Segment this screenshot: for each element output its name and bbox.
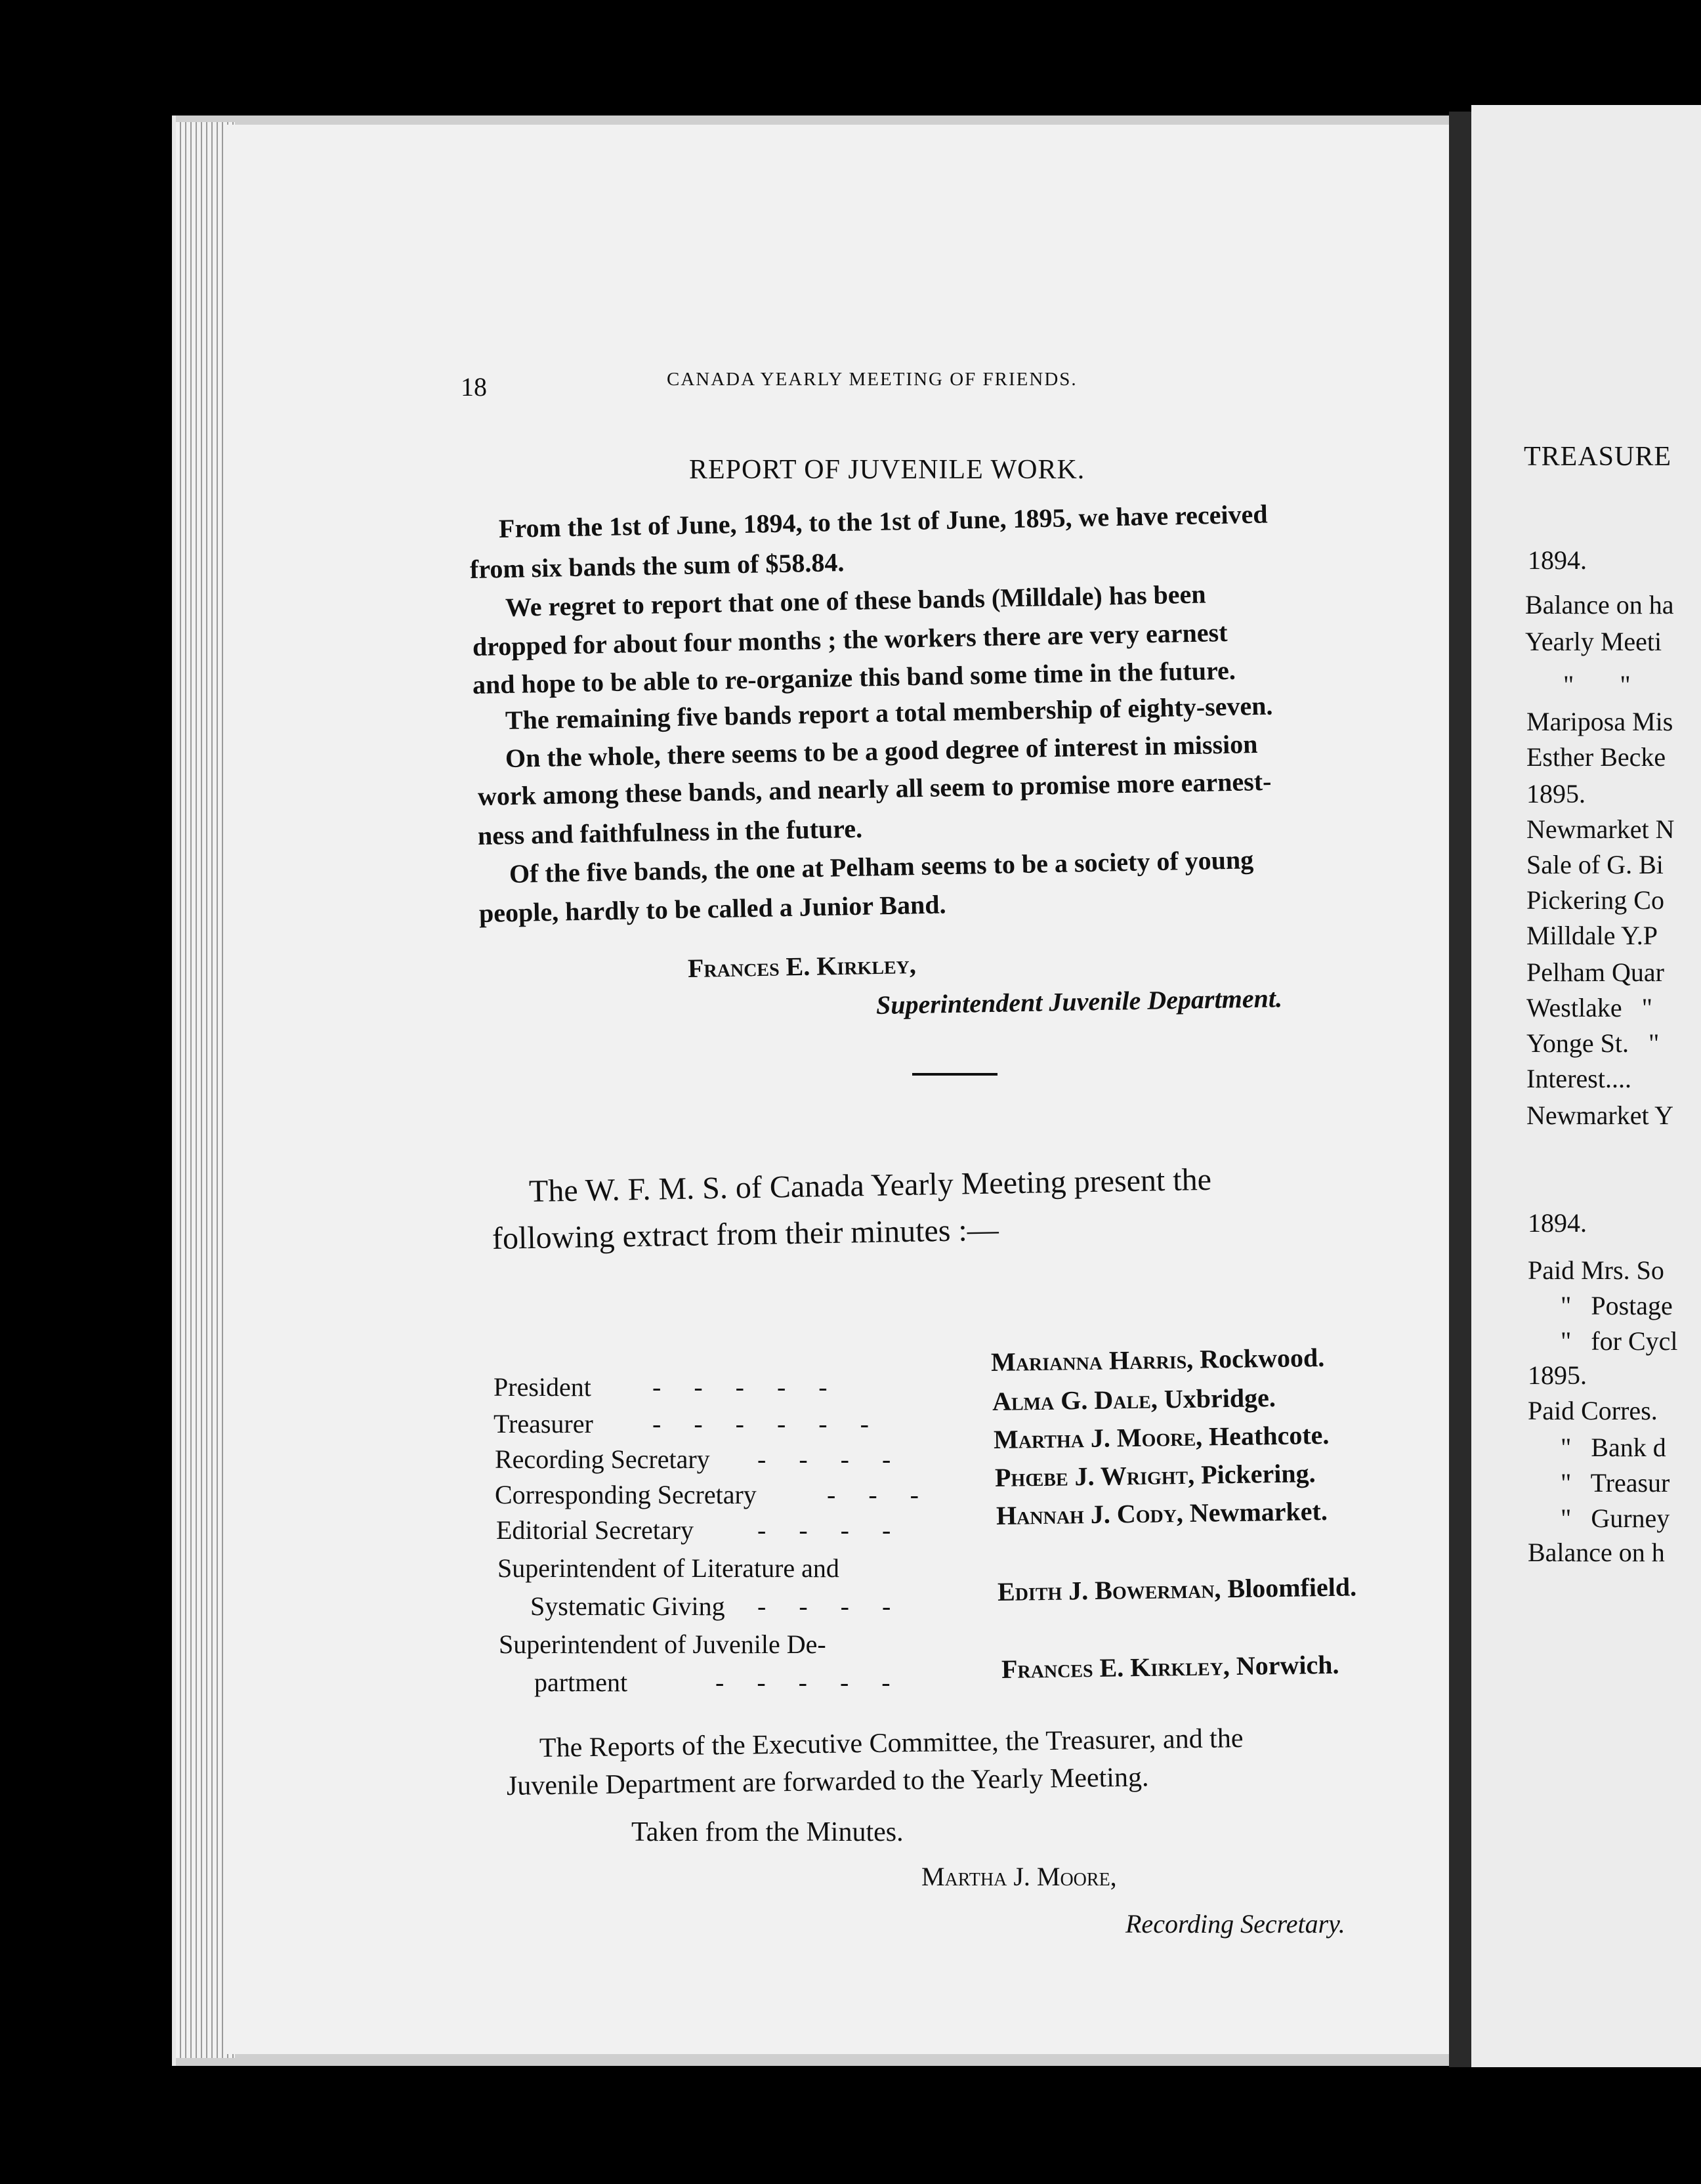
right-page-line: Pickering Co <box>1526 885 1664 915</box>
officer-place: , Bloomfield. <box>1214 1572 1357 1604</box>
right-page-line: Balance on h <box>1528 1538 1665 1567</box>
officer-person: Alma G. Dale <box>992 1384 1152 1416</box>
right-page-line: Paid Corres. <box>1528 1396 1658 1425</box>
right-page-line: 1894. <box>1528 545 1587 575</box>
section-divider <box>912 1073 998 1076</box>
report-title: REPORT OF JUVENILE WORK. <box>689 455 1085 485</box>
officer-place: , Heathcote. <box>1195 1419 1330 1452</box>
right-page-line: " Postage <box>1561 1291 1673 1320</box>
report-line: ness and faithfulness in the future. <box>477 813 863 850</box>
officer-name <box>995 1458 1316 1493</box>
right-page-line: Interest.... <box>1526 1064 1631 1093</box>
report-line: Of the five bands, the one at Pelham seems to be a society of young <box>509 845 1254 889</box>
book-gutter <box>1449 112 1471 2067</box>
officer-label: Corresponding Secretary <box>495 1480 757 1509</box>
right-page-line: " for Cycl <box>1561 1326 1678 1356</box>
closing-line: The Reports of the Executive Committee, the Treasurer, and the <box>539 1723 1244 1763</box>
right-page-line: Balance on ha <box>1525 590 1674 620</box>
officer-name <box>996 1496 1328 1531</box>
right-page-line: Esther Becke <box>1526 742 1666 772</box>
right-page-line: Pelham Quar <box>1526 957 1664 987</box>
report-line: work among these bands, and nearly all seem to promise more earnest- <box>477 766 1272 811</box>
officer-person: Marianna Harris <box>990 1344 1187 1377</box>
right-page-line: Newmarket N <box>1526 814 1675 844</box>
right-page <box>1471 105 1701 2067</box>
officer-leader: - - - - <box>757 1444 891 1474</box>
wfms-intro-line: The W. F. M. S. of Canada Yearly Meeting present the <box>528 1162 1212 1209</box>
right-page-line: Sale of G. Bi <box>1526 850 1664 879</box>
report-line: from six bands the sum of $58.84. <box>469 547 845 584</box>
right-page-line: Milldale Y.P <box>1526 921 1658 950</box>
officer-person: Phœbe J. Wright <box>994 1460 1188 1492</box>
officer-label: Treasurer <box>494 1409 593 1438</box>
right-page-line: " Treasur <box>1561 1468 1670 1498</box>
officer-place: , Pickering. <box>1187 1458 1316 1490</box>
report-line: The remaining five bands report a total membership of eighty-seven. <box>505 690 1273 735</box>
right-page-line: " Gurney <box>1561 1503 1670 1533</box>
officer-person: Hannah J. Cody <box>996 1498 1177 1530</box>
right-page-heading: TREASURE <box>1524 442 1672 472</box>
report-signature-name: Frances E. Kirkley, <box>687 949 917 983</box>
right-page-line: " " <box>1563 670 1631 700</box>
officer-leader: - - - - - <box>652 1372 828 1402</box>
right-page-line: Westlake " <box>1526 993 1652 1022</box>
report-line: We regret to report that one of these bands (Milldale) has been <box>505 579 1206 622</box>
officer-name <box>994 1419 1330 1455</box>
report-line: people, hardly to be called a Junior Band. <box>478 889 946 928</box>
officer-name <box>1001 1649 1339 1685</box>
minutes-signature-name: Martha J. Moore, <box>921 1862 1117 1891</box>
officer-leader: - - - <box>827 1480 919 1509</box>
officer-label: Editorial Secretary <box>496 1515 694 1545</box>
officer-label: President <box>494 1372 591 1402</box>
right-page-line: Paid Mrs. So <box>1528 1255 1664 1285</box>
officer-label: partment <box>534 1668 628 1697</box>
officer-name <box>998 1571 1357 1607</box>
report-line: and hope to be able to re-organize this band some time in the future. <box>472 655 1236 700</box>
closing-line: Juvenile Department are forwarded to the Yearly Meeting. <box>506 1762 1149 1801</box>
right-page-line: Newmarket Y <box>1526 1101 1673 1130</box>
left-page <box>223 125 1452 2054</box>
officer-name <box>991 1342 1325 1377</box>
officer-leader: - - - - <box>757 1515 891 1545</box>
running-title: CANADA YEARLY MEETING OF FRIENDS. <box>667 369 1078 390</box>
report-signature-title: Superintendent Juvenile Department. <box>875 983 1283 1020</box>
officer-label: Systematic Giving <box>530 1591 725 1621</box>
officer-place: , Rockwood. <box>1186 1342 1325 1374</box>
officer-leader: - - - - - - <box>652 1409 869 1438</box>
right-page-line: Mariposa Mis <box>1526 707 1673 736</box>
officer-leader: - - - - - <box>715 1668 891 1697</box>
report-line: dropped for about four months ; the workers there are very earnest <box>472 617 1228 662</box>
taken-from-minutes: Taken from the Minutes. <box>631 1817 904 1847</box>
wfms-intro-line: following extract from their minutes :— <box>492 1212 999 1256</box>
officer-place: , Newmarket. <box>1176 1496 1328 1528</box>
report-line: On the whole, there seems to be a good degree of interest in mission <box>505 728 1258 773</box>
officer-person: Edith J. Bowerman <box>997 1574 1215 1606</box>
right-page-line: Yonge St. " <box>1526 1028 1660 1058</box>
right-page-line: Yearly Meeti <box>1525 627 1662 656</box>
officer-person: Martha J. Moore <box>993 1421 1196 1454</box>
page-number: 18 <box>461 372 487 402</box>
officer-name <box>992 1382 1276 1417</box>
right-page-line: 1895. <box>1526 779 1586 808</box>
officer-place: , Uxbridge. <box>1150 1382 1276 1414</box>
officer-leader: - - - - <box>757 1591 891 1621</box>
officer-label: Recording Secretary <box>495 1444 710 1474</box>
officer-person: Frances E. Kirkley <box>1001 1651 1224 1684</box>
officer-label: Superintendent of Juvenile De- <box>499 1629 826 1659</box>
right-page-line: 1895. <box>1528 1360 1587 1390</box>
report-line: From the 1st of June, 1894, to the 1st of June, 1895, we have received <box>498 499 1268 543</box>
minutes-signature-title: Recording Secretary. <box>1125 1909 1345 1939</box>
right-page-line: " Bank d <box>1561 1433 1666 1462</box>
officer-label: Superintendent of Literature and <box>497 1553 839 1583</box>
right-page-line: 1894. <box>1528 1208 1587 1238</box>
officer-place: , Norwich. <box>1223 1649 1339 1681</box>
